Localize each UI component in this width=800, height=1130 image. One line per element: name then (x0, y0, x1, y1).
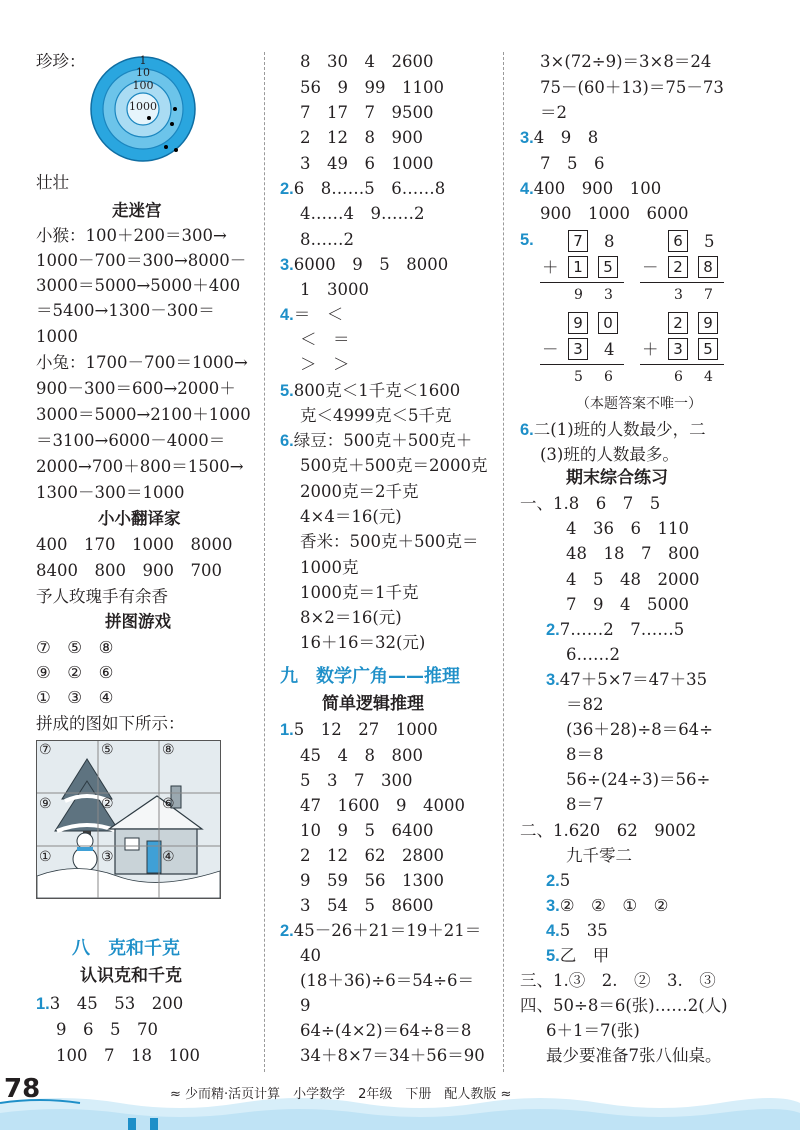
puzzle-cell-label: ① (39, 849, 52, 865)
vertical-calc (540, 230, 630, 310)
puzzle-cell-label: ⑥ (162, 796, 175, 812)
answer-line: 8×2＝16(元) (300, 608, 402, 627)
digit-box: 6 (668, 230, 688, 252)
answer-line: (36＋28)÷8＝64÷ (566, 720, 714, 739)
answer-line: 三、1.③ 2. ② 3. ③ (520, 971, 716, 990)
operator: － (542, 340, 559, 359)
answer-line: 16＋16＝32(元) (300, 633, 426, 652)
digit-box: 8 (698, 256, 718, 278)
maze-line: 1000 (36, 327, 78, 346)
answer-line: 4×4＝16(元) (300, 507, 402, 526)
answer-line: 48 18 7 800 (566, 544, 700, 563)
answer-line: ＜ ＝ (300, 330, 350, 349)
answer-line: 9 59 56 1300 (300, 871, 444, 890)
maze-line: 2000→700＋800＝1500→ (36, 457, 244, 476)
answer-line: 5.800克＜1千克＜1600 (280, 381, 461, 400)
answer-line: (18＋36)÷6＝54÷6＝ (300, 971, 475, 990)
answer-line: 3 54 5 8600 (300, 896, 434, 915)
maze-line: 900－300＝600→2000＋ (36, 379, 236, 398)
digit-box: 5 (698, 338, 718, 360)
digit: 5 (704, 232, 715, 251)
dart-dot (174, 148, 178, 152)
final-review-title: 期末综合练习 (566, 468, 668, 488)
zhuangzhuang-label: 壮壮 (36, 173, 69, 192)
answer-line: 3.6000 9 5 8000 (280, 255, 449, 274)
answer-line: 1.5 12 27 1000 (280, 720, 438, 739)
puzzle-title: 拼图游戏 (105, 612, 171, 631)
digit-box: 2 (668, 312, 688, 334)
answer-line: 4 36 6 110 (566, 519, 689, 538)
digit-box: 2 (668, 256, 688, 278)
footer-text: ≈ 少而精·活页计算 小学数学 2年级 下册 配人教版 ≈ (170, 1087, 512, 1102)
answer-line: 45 4 8 800 (300, 746, 423, 765)
answer-line: 10 9 5 6400 (300, 821, 434, 840)
answer-line: 4……4 9……2 (300, 204, 425, 223)
answer-line: 3×(72÷9)＝3×8＝24 (540, 52, 712, 71)
answer-line: 克＜4999克＜5千克 (300, 406, 452, 425)
answer-line: 3.4 9 8 (520, 128, 599, 147)
digit: 5 (574, 369, 583, 385)
vertical-calc (640, 230, 730, 310)
maze-line: ＝3100→6000－4000＝ (36, 431, 226, 450)
answer-line: 9 (300, 996, 311, 1015)
answer-line: 56÷(24÷3)＝56÷ (566, 770, 711, 789)
digit-box: 1 (568, 256, 588, 278)
answer-line: ＝2 (540, 103, 567, 122)
answer-note: （本题答案不唯一） (576, 396, 702, 412)
chapter9-subtitle: 简单逻辑推理 (322, 694, 424, 714)
puzzle-cell-label: ② (101, 796, 114, 812)
dart-dot (170, 122, 174, 126)
answer-line: 6.绿豆：500克＋500克＋ (280, 431, 473, 450)
translator-line: 8400 800 900 700 (36, 561, 222, 580)
vertical-calc (640, 312, 730, 392)
answer-line: 一、1.8 6 7 5 (520, 494, 661, 513)
translator-line: 400 170 1000 8000 (36, 535, 233, 554)
answer-line: 最少要准备7张八仙桌。 (546, 1046, 722, 1065)
operator: ＋ (642, 340, 659, 359)
answer-line: 500克＋500克＝2000克 (300, 456, 488, 475)
puzzle-picture (36, 740, 221, 899)
puzzle-line: ⑨ ② ⑥ (36, 663, 114, 682)
puzzle-line: ⑦ ⑤ ⑧ (36, 638, 114, 657)
answer-line: 3.47＋5×7＝47＋35 (546, 670, 708, 689)
answer-line: 40 (300, 946, 321, 965)
answer-line: 4.400 900 100 (520, 179, 662, 198)
answer-line: 8 30 4 2600 (300, 52, 434, 71)
puzzle-cell-label: ③ (101, 849, 114, 865)
puzzle-cell-label: ⑦ (39, 742, 52, 758)
digit-box: 7 (568, 230, 588, 252)
answer-line: 8＝7 (566, 795, 604, 814)
answer-line: 9 6 5 70 (56, 1020, 158, 1039)
maze-line: 小兔：1700－700＝1000→ (36, 353, 248, 372)
answer-line: 8……2 (300, 230, 354, 249)
answer-line: ＞ ＞ (300, 355, 350, 374)
answer-line: 1000克 (300, 558, 359, 577)
answer-line: (3)班的人数最多。 (540, 445, 679, 464)
answer-line: ＝82 (566, 695, 604, 714)
answer-line: 7 9 4 5000 (566, 595, 689, 614)
digit: 3 (604, 287, 613, 303)
chapter9-title: 九 数学广角——推理 (280, 666, 460, 687)
digit: 9 (574, 287, 583, 303)
answer-line: 2.6 8……5 6……8 (280, 179, 446, 198)
target-label-100: 100 (132, 79, 154, 92)
chapter8-title: 八 克和千克 (72, 938, 180, 959)
answer-line: 3.② ② ① ② (546, 896, 669, 915)
answer-line: 2000克＝2千克 (300, 482, 419, 501)
maze-title: 走迷宫 (112, 201, 162, 220)
digit-box: 3 (668, 338, 688, 360)
answer-line: 6.二(1)班的人数最少，二 (520, 420, 706, 439)
answer-line: 1000克＝1千克 (300, 583, 419, 602)
maze-line: 3000＝5000→5000＋400 (36, 276, 241, 295)
target-label-1: 1 (139, 54, 147, 67)
answer-line: 5.乙 甲 (546, 946, 610, 965)
answer-line: 四、50÷8＝6(张)……2(人) (520, 996, 728, 1015)
dart-dot (147, 116, 151, 120)
chapter8-subtitle: 认识克和千克 (80, 966, 182, 986)
digit-box: 5 (598, 256, 618, 278)
operator: － (642, 258, 659, 277)
zhenzhen-label: 珍珍： (36, 52, 86, 71)
puzzle-cell-label: ④ (162, 849, 175, 865)
digit-box: 3 (568, 338, 588, 360)
digit: 7 (704, 287, 713, 303)
digit: 3 (674, 287, 683, 303)
maze-line: ＝5400→1300－300＝ (36, 301, 215, 320)
answer-line: 九千零二 (566, 846, 632, 865)
answer-line: 7 5 6 (540, 154, 605, 173)
translator-line: 予人玫瑰手有余香 (36, 587, 168, 606)
vertical-calc (540, 312, 630, 392)
operator: ＋ (542, 258, 559, 277)
answer-line: 1 3000 (300, 280, 369, 299)
digit: 4 (704, 369, 713, 385)
answer-line: 5 3 7 300 (300, 771, 413, 790)
puzzle-cell-label: ⑨ (39, 796, 52, 812)
maze-line: 3000＝5000→2100＋1000 (36, 405, 251, 424)
puzzle-cell-label: ⑧ (162, 742, 175, 758)
answer-line: 二、1.620 62 9002 (520, 821, 697, 840)
maze-line: 1000－700＝300→8000－ (36, 251, 247, 270)
answer-line: 2.7……2 7……5 (546, 620, 685, 639)
answer-line: 2.45－26＋21＝19＋21＝ (280, 921, 482, 940)
dart-dot (173, 107, 177, 111)
answer-line: 34＋8×7＝34＋56＝90 (300, 1046, 485, 1065)
target-label-1000: 1000 (129, 100, 157, 113)
answer-line: 香米：500克＋500克＝ (300, 532, 479, 551)
answer-line: 2 12 8 900 (300, 128, 423, 147)
digit: 8 (604, 232, 615, 251)
digit: 6 (604, 369, 613, 385)
maze-line: 小猴：100＋200＝300→ (36, 226, 227, 245)
puzzle-line: ① ③ ④ (36, 688, 114, 707)
digit-box: 9 (568, 312, 588, 334)
answer-line: 4 5 48 2000 (566, 570, 700, 589)
answer-line: 3 49 6 1000 (300, 154, 434, 173)
digit-box: 9 (698, 312, 718, 334)
answer-line: 75－(60＋13)＝75－73 (540, 78, 724, 97)
column-divider (264, 52, 265, 1072)
answer-line: 47 1600 9 4000 (300, 796, 465, 815)
digit: 4 (604, 340, 615, 359)
answer-line: 4.5 35 (546, 921, 608, 940)
page-number: 78 (4, 1074, 41, 1104)
puzzle-cell-label: ⑤ (101, 742, 114, 758)
answer-line: 7 17 7 9500 (300, 103, 434, 122)
dart-dot (164, 145, 168, 149)
digit: 6 (674, 369, 683, 385)
target-label-10: 10 (136, 66, 150, 79)
answer-line: 2 12 62 2800 (300, 846, 444, 865)
digit-box: 0 (598, 312, 618, 334)
translator-title: 小小翻译家 (98, 509, 181, 528)
answer-line: 8＝8 (566, 745, 604, 764)
column-divider (503, 52, 504, 1072)
answer-line: 1.3 45 53 200 (36, 994, 184, 1013)
puzzle-caption: 拼成的图如下所示： (36, 714, 185, 733)
answer-line: 900 1000 6000 (540, 204, 689, 223)
answer-line: 6……2 (566, 645, 620, 664)
target-diagram (88, 54, 198, 164)
answer-line: 6＋1＝7(张) (546, 1021, 640, 1040)
q5-label: 5. (520, 231, 534, 249)
answer-line: 64÷(4×2)＝64÷8＝8 (300, 1021, 472, 1040)
answer-line: 100 7 18 100 (56, 1046, 200, 1065)
answer-line: 2.5 (546, 871, 571, 890)
answer-line: 4.＝ ＜ (280, 305, 344, 324)
maze-line: 1300－300＝1000 (36, 483, 185, 502)
answer-line: 56 9 99 1100 (300, 78, 444, 97)
